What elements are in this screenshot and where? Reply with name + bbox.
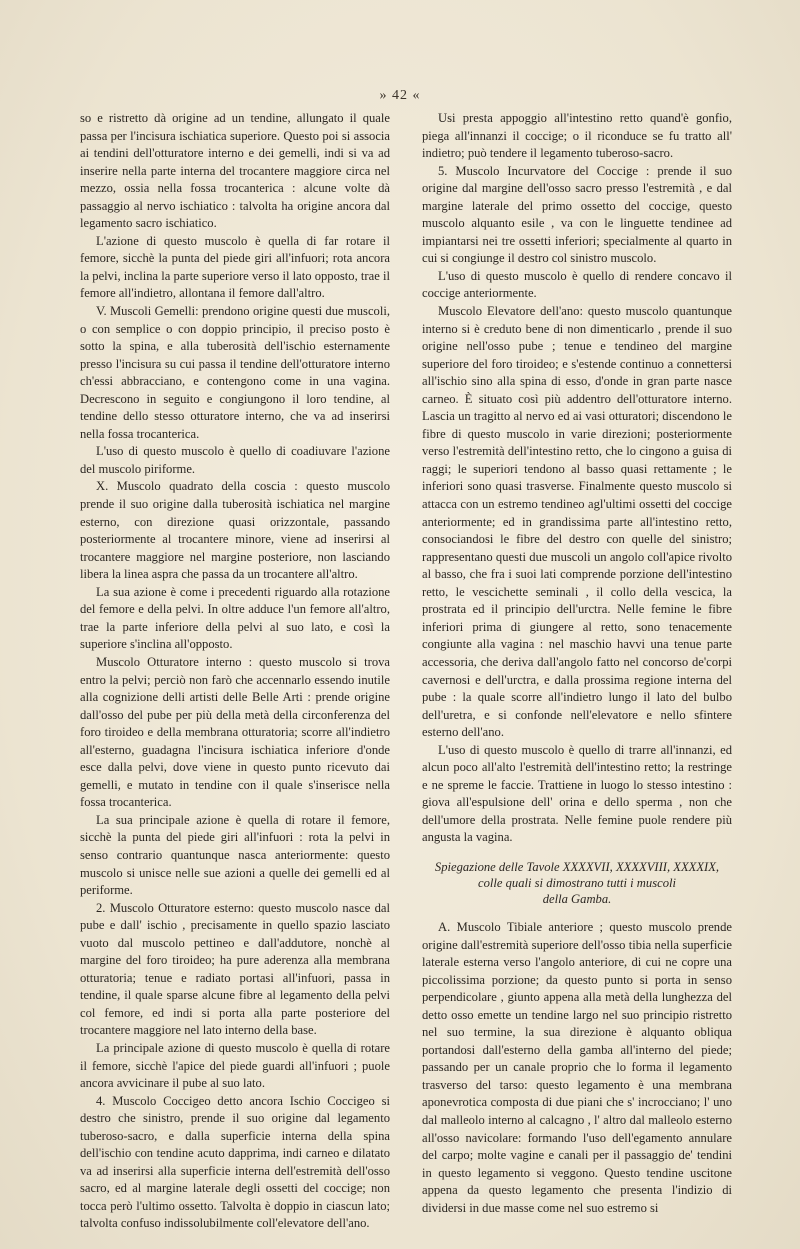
- paragraph: Muscolo Elevatore dell'ano: questo muscolo quantunque interno si è creduto bene di non dimenticarlo , prende il suo origine nell'osso pube ; tenue e tendineo del margine superiore del foro tiroideo; e s'estende continuo a connettersi all'ischio sino alla spina di esso, d'onde in gran parte nasce carneo. È situato così più addentro dell'otturatore interno. Lascia un tragitto al nervo ed ai vasi otturatori; discendono le fibre di questo muscolo in varie direzioni; posteriormente verso l'estremità dell'intestino retto, che lo cingono a guisa di raggi; le superiori tendono al basso quasi rettamente ; le inferiori sono quasi trasverse. Finalmente questo muscolo si attacca con un estremo tendineo agl'ultimi ossetti del coccige anteriormente; ed in grandissima parte all'intestino retto, consociandosi le fibre del destro con quelle del sinistro; rappresentano questi due muscoli un angolo coll'apice rivolto al basso, che fra i suoi lati comprende porzione dell'intestino retto, le vescichette seminali , il collo della vescica, la prostrata ed il principio dell'urctra. Nelle femine le fibre inferiori prima di giungere al retto, sono tenacemente congiunte alla vagina : nel maschio havvi una tenue parte accessoria, che deriva dall'angolo fatto nel concorso de'corpi cavernosi e dell'urctra, e dalla prossima regione interna del pube : la quale scorre all'indietro lungo il lato del bulbo dell'uretra, e si confonde nell'elevatore e nello sfintere esterno dell'ano.: [422, 304, 732, 740]
- section-caption: [422, 859, 732, 907]
- paragraph: L'azione di questo muscolo è quella di far rotare il femore, sicchè la punta del piede giri all'infuori; rota ancora la pelvi, inclina la parte superiore verso il lato opposto, trae il femore all'indietro, allontana il femore dall'altro.: [80, 233, 390, 301]
- right-column: [422, 110, 732, 1217]
- paragraph: V. Muscoli Gemelli: prendono origine questi due muscoli, o con semplice o con doppio principio, il preciso posto è sotto la spina, e alla tuberosità dell'ischio esternamente presso l'incisura su cui passa il tendine dell'otturatore interno ch'essi abbracciano, e contengono come in una vagina. Decrescono in seguito e congiungono il loro tendine, al tendine dello stesso otturatore interno, che va ad inserirsi nella fossa trocanterica.: [80, 304, 390, 441]
- left-column: [80, 110, 390, 1233]
- paragraph: La sua azione è come i precedenti riguardo alla rotazione del femore e della pelvi. In oltre adduce l'un femore all'altro, trae la parte inferiore della pelvi al suo lato, e così la superiore s'inclina all'opposto.: [80, 584, 390, 652]
- paragraph: Usi presta appoggio all'intestino retto quand'è gonfio, piega all'innanzi il coccige; o il riconduce se fu tratto all' indietro; può tendere il legamento tuberoso-sacro.: [422, 111, 732, 161]
- paragraph: La sua principale azione è quella di rotare il femore, sicchè la punta del piede giri all'infuori : rota la pelvi in senso contrario quantunque nasca anteriormente: questo muscolo si unisce nelle sue azioni a quelle dei gemelli ed al periforme.: [80, 812, 390, 898]
- caption-line: colle quali si dimostrano tutti i muscoli: [477, 875, 676, 890]
- paragraph: La principale azione di questo muscolo è quella di rotare il femore, sicchè l'apice del piede guardi all'infuori ; puole ancora avvicinare il pube al suo lato.: [80, 1040, 390, 1091]
- page-number: » 42 «: [379, 88, 421, 103]
- paragraph: Muscolo Otturatore interno : questo muscolo si trova entro la pelvi; perciò non farò che accennarlo essendo inutile alla cognizione delli artisti delle Belle Arti : prende origine dall'osso del pube per più della metà della circonferenza del foro tiroideo e della membrana otturatoria; scorre all'indietro all'esterno, guadagna l'incisura ischiatica inferiore d'onde esce dalla pelvi, dove viene in questo punto ricevuto dai gemelli, e mutato in tendine con il quale s'inserisce nella fossa trocanterica.: [80, 654, 390, 810]
- paragraph: 2. Muscolo Otturatore esterno: questo muscolo nasce dal pube e dall' ischio , precisamente in quello spazio lasciato vuoto dal muscolo pettineo e dall'addutore, nonchè al margine del foro tiroideo; ha pure aderenza alla membrana otturatoria; tenue e radiato portasi all'infuori, passa in tendine, il quale sparse alcune fibre al legamento della pelvi col femore, ed indi si porta alla parte posteriore del trocantere maggiore nel lato interno della base.: [80, 900, 390, 1038]
- caption-line: della Gamba.: [542, 891, 612, 906]
- paragraph: 5. Muscolo Incurvatore del Coccige : prende il suo origine dal margine dell'osso sacro presso l'estremità , e dal margine laterale del primo ossetto del coccige, questo muscolo alquanto esile , va con le linguette tendinee ad impiantarsi nei tre ossetti inferiori; specialmente al quarto in cui si congiunge il destro col sinistro muscolo.: [422, 163, 732, 266]
- paragraph: X. Muscolo quadrato della coscia : questo muscolo prende il suo origine dalla tuberosità ischiatica nel margine esterno, con direzione quasi orizzontale, passando posteriormente al trocantere minore, viene ad inserirsi al trocantere maggiore nel margine posteriore, non lasciando libera la linea aspra che passa da un trocantere all'altro.: [80, 479, 390, 582]
- paragraph: L'uso di questo muscolo è quello di trarre all'innanzi, ed alcun poco all'alto l'estremità dell'intestino retto; la restringe e ne spreme le faccie. Trattiene in luogo lo stesso intestino : giova all'espulsione dell' orina e dello sperma , non che dell'umore della prostrata. Nelle femine puole rendere più angusta la vagina.: [422, 742, 732, 845]
- caption-line: Spiegazione delle Tavole XXXXVII, XXXXVIII, XXXXIX,: [434, 859, 720, 874]
- paragraph: so e ristretto dà origine ad un tendine, allungato il quale passa per l'incisura ischiatica superiore. Questo poi si associa ai tendini dell'otturatore interno e dei gemelli, indi si va ad inserire nella parte interna del trocantere maggiore circa nel mezzo, ossia nella fossa trocanterica : alcune volte dà passaggio al nervo ischiatico : talvolta ha origine ancora dal legamento sacro ischiatico.: [80, 111, 390, 231]
- paragraph: A. Muscolo Tibiale anteriore ; questo muscolo prende origine dall'estremità superiore dell'osso tibia nella superficie laterale esterna verso l'angolo anteriore, di cui ne copre una piccolissima porzione; da questo punto si porta in senso perpendicolare , giunto appena alla metà della lunghezza del detto osso emette un tendine largo nel suo principio ristretto nel suo termine, la sua direzione è alquanto obliqua portandosi dall'esterno della gamba all'interno del piede; passando per un canale proprio che lo forma il legamento trasverso del tarso: questo legamento è una membrana aponevrotica composta di due piani che s' incrocciano; l' uno dal malleolo interno al calcagno , l' altro dal malleolo esterno all'osso navicolare: formando l'uso dell'egamento annulare del carpo; molte vagine e canali per il passaggio de' tendini in questo legamento si veggono. Questo tendine uscitone appena da questo legamento che presenta l'indizio di dividersi in due masse come nel suo estremo si: [422, 919, 732, 1215]
- paragraph: L'uso di questo muscolo è quello di rendere concavo il coccige anteriormente.: [422, 268, 732, 301]
- paragraph: L'uso di questo muscolo è quello di coadiuvare l'azione del muscolo piriforme.: [80, 444, 390, 476]
- paragraph: 4. Muscolo Coccigeo detto ancora Ischio Coccigeo si destro che sinistro, prende il suo origine dal legamento tuberoso-sacro, e dalla superficie interna della spina dell'ischio con tendine acuto dapprima, indi carneo e dilatato va ad inserirsi alla superficie interna dell'estremità dell'osso sacro, ed al margine laterale degli ossetti del coccige; non tocca però l'ultimo ossetto. Talvolta è doppio in ciascun lato; talvolta confuso indissolubilmente coll'elevatore dell'ano.: [80, 1093, 390, 1231]
